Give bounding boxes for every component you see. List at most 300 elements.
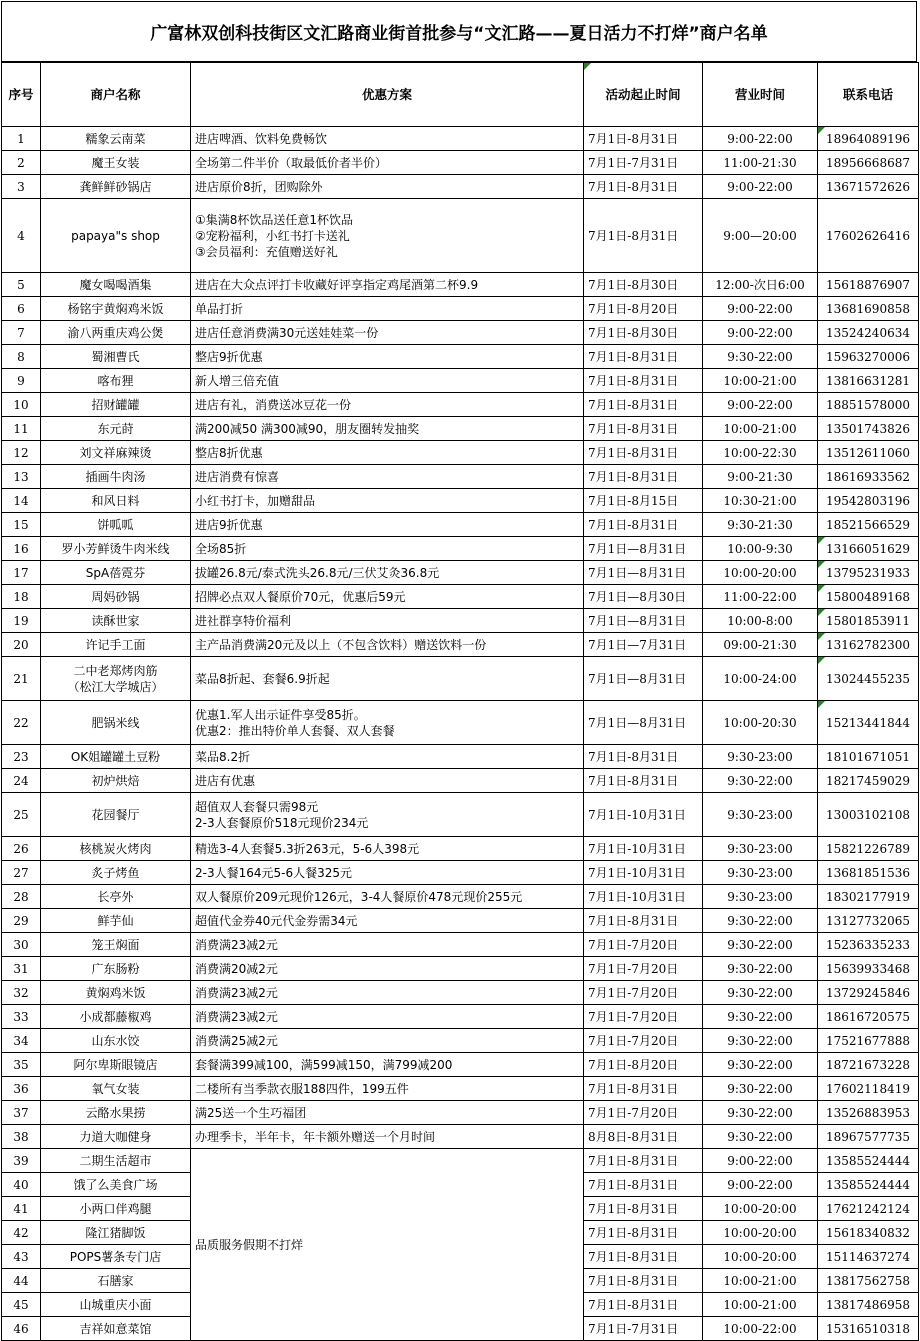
activity-period: 7月1日—8月31日 xyxy=(584,561,703,585)
merchant-name: 和风日料 xyxy=(41,489,191,513)
table-row xyxy=(2,441,919,465)
row-index: 17 xyxy=(2,561,41,585)
business-hours: 9:00-22:00 xyxy=(703,321,818,345)
activity-period: 7月1日—8月31日 xyxy=(584,609,703,633)
merchant-name: 花园餐厅 xyxy=(41,793,191,837)
header-period: 活动起止时间 xyxy=(584,63,703,127)
phone-number: 15800489168 xyxy=(818,585,919,609)
business-hours: 9:00—20:00 xyxy=(703,199,818,273)
table-body xyxy=(2,127,919,1341)
merchant-name: 笼王焖面 xyxy=(41,933,191,957)
row-index: 2 xyxy=(2,151,41,175)
offer-text: 消费满23减2元 xyxy=(191,933,584,957)
phone-number: 18721673228 xyxy=(818,1053,919,1077)
merchant-name: POPS薯条专门店 xyxy=(41,1245,191,1269)
offer-text: 主产品消费满20元及以上（不包含饮料）赠送饮料一份 xyxy=(191,633,584,657)
activity-period: 7月1日-10月31日 xyxy=(584,837,703,861)
table-row xyxy=(2,861,919,885)
table-row xyxy=(2,127,919,151)
table-row xyxy=(2,633,919,657)
offer-text: 消费满23减2元 xyxy=(191,981,584,1005)
phone-number: 17602626416 xyxy=(818,199,919,273)
row-index: 15 xyxy=(2,513,41,537)
row-index: 31 xyxy=(2,957,41,981)
business-hours: 10:00-20:00 xyxy=(703,1245,818,1269)
phone-number: 19542803196 xyxy=(818,489,919,513)
phone-number: 13024455235 xyxy=(818,657,919,701)
activity-period: 7月1日-8月31日 xyxy=(584,175,703,199)
phone-number: 13501743826 xyxy=(818,417,919,441)
row-index: 9 xyxy=(2,369,41,393)
merchant-name: SpA蓓霓芬 xyxy=(41,561,191,585)
phone-number: 13671572626 xyxy=(818,175,919,199)
offer-text: 套餐满399减100，满599减150，满799减200 xyxy=(191,1053,584,1077)
activity-period: 7月1日-8月31日 xyxy=(584,1173,703,1197)
business-hours: 09:00-21:30 xyxy=(703,633,818,657)
activity-period: 7月1日-8月20日 xyxy=(584,1053,703,1077)
merchant-name: 许记手工面 xyxy=(41,633,191,657)
phone-number: 13166051629 xyxy=(818,537,919,561)
row-index: 14 xyxy=(2,489,41,513)
header-index: 序号 xyxy=(2,63,41,127)
phone-number: 15639933468 xyxy=(818,957,919,981)
activity-period: 7月1日-8月31日 xyxy=(584,909,703,933)
phone-number: 13585524444 xyxy=(818,1173,919,1197)
row-index: 27 xyxy=(2,861,41,885)
offer-text: 进店啤酒、饮料免费畅饮 xyxy=(191,127,584,151)
business-hours: 9:30-22:00 xyxy=(703,957,818,981)
offer-text xyxy=(191,793,584,837)
merchant-name: 刘文祥麻辣烫 xyxy=(41,441,191,465)
header-merchant: 商户名称 xyxy=(41,63,191,127)
offer-text-line: ③会员福利：充值赠送好礼 xyxy=(195,244,338,259)
business-hours: 9:30-22:00 xyxy=(703,909,818,933)
phone-number: 15801853911 xyxy=(818,609,919,633)
table-row xyxy=(2,345,919,369)
offer-text: 整店8折优惠 xyxy=(191,441,584,465)
activity-period: 8月8日-8月31日 xyxy=(584,1125,703,1149)
activity-period: 7月1日-7月20日 xyxy=(584,957,703,981)
page-title: 广富林双创科技街区文汇路商业街首批参与“文汇路——夏日活力不打烊”商户名单 xyxy=(1,1,917,62)
merchant-name: 山城重庆小面 xyxy=(41,1293,191,1317)
activity-period: 7月1日-8月15日 xyxy=(584,489,703,513)
offer-text: 进社群享特价福利 xyxy=(191,609,584,633)
table-row xyxy=(2,1125,919,1149)
table-header-row xyxy=(2,63,919,127)
table-row xyxy=(2,701,919,745)
business-hours: 9:30-22:00 xyxy=(703,1029,818,1053)
activity-period: 7月1日-8月20日 xyxy=(584,297,703,321)
row-index: 12 xyxy=(2,441,41,465)
offer-text: 进店原价8折，团购除外 xyxy=(191,175,584,199)
phone-number: 15618876907 xyxy=(818,273,919,297)
activity-period: 7月1日-7月20日 xyxy=(584,1101,703,1125)
business-hours: 9:00-22:00 xyxy=(703,393,818,417)
merchant-name: 魔女喝喝酒集 xyxy=(41,273,191,297)
offer-text: 精选3-4人套餐5.3折263元，5-6人398元 xyxy=(191,837,584,861)
business-hours: 9:30-23:00 xyxy=(703,745,818,769)
phone-number: 18217459029 xyxy=(818,769,919,793)
activity-period: 7月1日—8月30日 xyxy=(584,585,703,609)
offer-text: 进店有优惠 xyxy=(191,769,584,793)
business-hours: 9:30-22:00 xyxy=(703,1125,818,1149)
business-hours: 10:00-9:30 xyxy=(703,537,818,561)
merchant-name: 长亭外 xyxy=(41,885,191,909)
phone-number: 13795231933 xyxy=(818,561,919,585)
merchant-name: 力道大咖健身 xyxy=(41,1125,191,1149)
table-row xyxy=(2,417,919,441)
offer-text: 菜品8折起、套餐6.9折起 xyxy=(191,657,584,701)
merchant-name: 广东肠粉 xyxy=(41,957,191,981)
row-index: 35 xyxy=(2,1053,41,1077)
merchant-name: 插画牛肉汤 xyxy=(41,465,191,489)
table-row xyxy=(2,369,919,393)
table-row xyxy=(2,561,919,585)
row-index: 5 xyxy=(2,273,41,297)
table-row xyxy=(2,769,919,793)
row-index: 46 xyxy=(2,1317,41,1341)
activity-period: 7月1日—8月31日 xyxy=(584,657,703,701)
row-index: 28 xyxy=(2,885,41,909)
business-hours: 10:00-8:00 xyxy=(703,609,818,633)
row-index: 3 xyxy=(2,175,41,199)
phone-number: 13681851536 xyxy=(818,861,919,885)
business-hours: 11:00-22:00 xyxy=(703,585,818,609)
merchant-name: 吉祥如意菜馆 xyxy=(41,1317,191,1341)
row-index: 18 xyxy=(2,585,41,609)
phone-number: 13817562758 xyxy=(818,1269,919,1293)
row-index: 1 xyxy=(2,127,41,151)
row-index: 29 xyxy=(2,909,41,933)
activity-period: 7月1日-8月31日 xyxy=(584,127,703,151)
merchant-name: 氧气女装 xyxy=(41,1077,191,1101)
phone-number: 13524240634 xyxy=(818,321,919,345)
table-row xyxy=(2,909,919,933)
row-index: 22 xyxy=(2,701,41,745)
header-offer: 优惠方案 xyxy=(191,63,584,127)
row-index: 36 xyxy=(2,1077,41,1101)
merchant-name: 读酥世家 xyxy=(41,609,191,633)
phone-number: 15236335233 xyxy=(818,933,919,957)
activity-period: 7月1日—8月31日 xyxy=(584,701,703,745)
offer-text-line: 优惠2：推出特价单人套餐、双人套餐 xyxy=(195,723,395,738)
activity-period: 7月1日-7月31日 xyxy=(584,1317,703,1341)
offer-text: 进店在大众点评打卡收藏好评享指定鸡尾酒第二杯9.9 xyxy=(191,273,584,297)
phone-number: 18956668687 xyxy=(818,151,919,175)
merchant-name: 隆江猪脚饭 xyxy=(41,1221,191,1245)
activity-period: 7月1日—8月31日 xyxy=(584,537,703,561)
shared-offer-text: 品质服务假期不打烊 xyxy=(191,1149,584,1341)
merchant-name: papaya"s shop xyxy=(41,199,191,273)
phone-number: 17521677888 xyxy=(818,1029,919,1053)
merchant-name: 山东水饺 xyxy=(41,1029,191,1053)
merchant-name: 杨铭宇黄焖鸡米饭 xyxy=(41,297,191,321)
activity-period: 7月1日-8月31日 xyxy=(584,1149,703,1173)
offer-text: 满25送一个生巧福团 xyxy=(191,1101,584,1125)
merchant-name: 小成都藤椒鸡 xyxy=(41,1005,191,1029)
phone-number: 15213441844 xyxy=(818,701,919,745)
offer-text: 招牌必点双人餐原价70元，优惠后59元 xyxy=(191,585,584,609)
business-hours: 10:00-21:00 xyxy=(703,369,818,393)
offer-text xyxy=(191,701,584,745)
merchant-name-line: （松江大学城店） xyxy=(67,679,164,694)
offer-text: 小红书打卡，加赠甜品 xyxy=(191,489,584,513)
row-index: 43 xyxy=(2,1245,41,1269)
row-index: 7 xyxy=(2,321,41,345)
activity-period: 7月1日-8月31日 xyxy=(584,417,703,441)
activity-period: 7月1日-8月30日 xyxy=(584,321,703,345)
merchant-name: 龚鲜鲜砂锅店 xyxy=(41,175,191,199)
phone-number: 15821226789 xyxy=(818,837,919,861)
row-index: 10 xyxy=(2,393,41,417)
offer-text: 消费满20减2元 xyxy=(191,957,584,981)
business-hours: 10:00-20:30 xyxy=(703,701,818,745)
activity-period: 7月1日-8月31日 xyxy=(584,199,703,273)
row-index: 25 xyxy=(2,793,41,837)
offer-text: 拔罐26.8元/泰式洗头26.8元/三伏艾灸36.8元 xyxy=(191,561,584,585)
merchant-name: 初炉烘焙 xyxy=(41,769,191,793)
row-index: 41 xyxy=(2,1197,41,1221)
business-hours: 9:00-22:00 xyxy=(703,1149,818,1173)
business-hours: 10:00-21:00 xyxy=(703,1293,818,1317)
header-phone: 联系电话 xyxy=(818,63,919,127)
merchant-name: 阿尔卑斯眼镜店 xyxy=(41,1053,191,1077)
table-row xyxy=(2,585,919,609)
merchant-name: 二期生活超市 xyxy=(41,1149,191,1173)
table-row xyxy=(2,885,919,909)
row-index: 13 xyxy=(2,465,41,489)
merchant-name: 周妈砂锅 xyxy=(41,585,191,609)
offer-text-line: 超值双人套餐只需98元 xyxy=(195,799,319,814)
row-index: 26 xyxy=(2,837,41,861)
offer-text: 消费满25减2元 xyxy=(191,1029,584,1053)
table-row xyxy=(2,297,919,321)
activity-period: 7月1日-10月31日 xyxy=(584,793,703,837)
business-hours: 9:00-22:00 xyxy=(703,1173,818,1197)
table-row xyxy=(2,321,919,345)
merchant-name: 黄焖鸡米饭 xyxy=(41,981,191,1005)
table-row xyxy=(2,1029,919,1053)
activity-period: 7月1日-8月31日 xyxy=(584,769,703,793)
phone-number: 18616933562 xyxy=(818,465,919,489)
merchant-name: OK姐罐罐土豆粉 xyxy=(41,745,191,769)
offer-text: 全场85折 xyxy=(191,537,584,561)
table-row xyxy=(2,745,919,769)
activity-period: 7月1日-8月31日 xyxy=(584,441,703,465)
activity-period: 7月1日-10月31日 xyxy=(584,885,703,909)
merchant-name: 喀布狸 xyxy=(41,369,191,393)
activity-period: 7月1日-8月31日 xyxy=(584,513,703,537)
phone-number: 15114637274 xyxy=(818,1245,919,1269)
row-index: 33 xyxy=(2,1005,41,1029)
table-row xyxy=(2,1149,919,1173)
table-row xyxy=(2,657,919,701)
phone-number: 13003102108 xyxy=(818,793,919,837)
row-index: 30 xyxy=(2,933,41,957)
phone-number: 18964089196 xyxy=(818,127,919,151)
offer-text: 消费满23减2元 xyxy=(191,1005,584,1029)
merchant-name: 招财罐罐 xyxy=(41,393,191,417)
activity-period: 7月1日-8月31日 xyxy=(584,465,703,489)
row-index: 23 xyxy=(2,745,41,769)
header-hours: 营业时间 xyxy=(703,63,818,127)
offer-text: 双人餐原价209元现价126元，3-4人餐原价478元现价255元 xyxy=(191,885,584,909)
table-row xyxy=(2,537,919,561)
activity-period: 7月1日-7月31日 xyxy=(584,151,703,175)
table-row xyxy=(2,1005,919,1029)
offer-text-line: ②宠粉福利，小红书打卡送礼 xyxy=(195,228,350,243)
activity-period: 7月1日-7月20日 xyxy=(584,933,703,957)
offer-text: 菜品8.2折 xyxy=(191,745,584,769)
business-hours: 10:00-20:00 xyxy=(703,561,818,585)
phone-number: 13681690858 xyxy=(818,297,919,321)
phone-number: 13162782300 xyxy=(818,633,919,657)
table-row xyxy=(2,465,919,489)
offer-text: 进店有礼，消费送冰豆花一份 xyxy=(191,393,584,417)
business-hours: 10:00-22:00 xyxy=(703,1317,818,1341)
activity-period: 7月1日-10月31日 xyxy=(584,861,703,885)
row-index: 21 xyxy=(2,657,41,701)
row-index: 6 xyxy=(2,297,41,321)
business-hours: 9:30-23:00 xyxy=(703,885,818,909)
activity-period: 7月1日-7月20日 xyxy=(584,981,703,1005)
activity-period: 7月1日-8月31日 xyxy=(584,745,703,769)
merchant-name: 饼呱呱 xyxy=(41,513,191,537)
activity-period: 7月1日—7月31日 xyxy=(584,633,703,657)
offer-text: 二楼所有当季款衣服188四件，199五件 xyxy=(191,1077,584,1101)
offer-text: 单品打折 xyxy=(191,297,584,321)
merchant-name: 石膳家 xyxy=(41,1269,191,1293)
activity-period: 7月1日-8月31日 xyxy=(584,1197,703,1221)
row-index: 40 xyxy=(2,1173,41,1197)
business-hours: 10:00-20:00 xyxy=(703,1197,818,1221)
phone-number: 15316510318 xyxy=(818,1317,919,1341)
phone-number: 18851578000 xyxy=(818,393,919,417)
table-row xyxy=(2,273,919,297)
merchant-name: 云酪水果捞 xyxy=(41,1101,191,1125)
row-index: 39 xyxy=(2,1149,41,1173)
merchant-name: 罗小芳鲜烫牛肉米线 xyxy=(41,537,191,561)
offer-text: 超值代金券40元代金券需34元 xyxy=(191,909,584,933)
table-row xyxy=(2,199,919,273)
activity-period: 7月1日-8月31日 xyxy=(584,1221,703,1245)
phone-number: 18521566529 xyxy=(818,513,919,537)
merchant-name: 核桃炭火烤肉 xyxy=(41,837,191,861)
business-hours: 10:00-24:00 xyxy=(703,657,818,701)
merchant-name: 饿了么美食广场 xyxy=(41,1173,191,1197)
offer-text: 进店9折优惠 xyxy=(191,513,584,537)
offer-text: 进店任意消费满30元送娃娃菜一份 xyxy=(191,321,584,345)
activity-period: 7月1日-8月31日 xyxy=(584,1245,703,1269)
activity-period: 7月1日-7月20日 xyxy=(584,1005,703,1029)
row-index: 4 xyxy=(2,199,41,273)
table-row xyxy=(2,609,919,633)
row-index: 16 xyxy=(2,537,41,561)
phone-number: 18967577735 xyxy=(818,1125,919,1149)
row-index: 44 xyxy=(2,1269,41,1293)
row-index: 20 xyxy=(2,633,41,657)
merchant-table xyxy=(1,62,919,1341)
table-row xyxy=(2,1053,919,1077)
business-hours: 9:00-22:00 xyxy=(703,297,818,321)
business-hours: 9:30-22:00 xyxy=(703,1005,818,1029)
phone-number: 17621242124 xyxy=(818,1197,919,1221)
table-row xyxy=(2,393,919,417)
table-row xyxy=(2,793,919,837)
activity-period: 7月1日-8月31日 xyxy=(584,1269,703,1293)
merchant-name: 肥锅米线 xyxy=(41,701,191,745)
row-index: 37 xyxy=(2,1101,41,1125)
merchant-name: 炙子烤鱼 xyxy=(41,861,191,885)
merchant-name: 东元莳 xyxy=(41,417,191,441)
business-hours: 10:00-22:30 xyxy=(703,441,818,465)
business-hours: 11:00-21:30 xyxy=(703,151,818,175)
table-row xyxy=(2,837,919,861)
merchant-name: 渝八两重庆鸡公煲 xyxy=(41,321,191,345)
phone-number: 17602118419 xyxy=(818,1077,919,1101)
business-hours: 9:30-22:00 xyxy=(703,1077,818,1101)
table-row xyxy=(2,175,919,199)
row-index: 45 xyxy=(2,1293,41,1317)
phone-number: 15963270006 xyxy=(818,345,919,369)
phone-number: 18616720575 xyxy=(818,1005,919,1029)
business-hours: 10:00-21:00 xyxy=(703,1269,818,1293)
activity-period: 7月1日-8月31日 xyxy=(584,345,703,369)
phone-number: 18101671051 xyxy=(818,745,919,769)
merchant-name: 鲜芋仙 xyxy=(41,909,191,933)
phone-number: 13512611060 xyxy=(818,441,919,465)
business-hours: 9:00-22:00 xyxy=(703,127,818,151)
table-row xyxy=(2,933,919,957)
phone-number: 13816631281 xyxy=(818,369,919,393)
row-index: 11 xyxy=(2,417,41,441)
business-hours: 9:30-22:00 xyxy=(703,1053,818,1077)
row-index: 42 xyxy=(2,1221,41,1245)
offer-text xyxy=(191,199,584,273)
business-hours: 9:30-22:00 xyxy=(703,769,818,793)
merchant-name: 蜀湘曹氏 xyxy=(41,345,191,369)
business-hours: 10:00-20:00 xyxy=(703,1221,818,1245)
merchant-name xyxy=(41,657,191,701)
row-index: 24 xyxy=(2,769,41,793)
offer-text: 整店9折优惠 xyxy=(191,345,584,369)
offer-text: 满200减50 满300减90，朋友圈转发抽奖 xyxy=(191,417,584,441)
phone-number: 13526883953 xyxy=(818,1101,919,1125)
business-hours: 9:00-22:00 xyxy=(703,175,818,199)
merchant-name: 魔王女装 xyxy=(41,151,191,175)
activity-period: 7月1日-7月20日 xyxy=(584,1029,703,1053)
business-hours: 9:00-21:30 xyxy=(703,465,818,489)
offer-text: 进店消费有惊喜 xyxy=(191,465,584,489)
activity-period: 7月1日-8月31日 xyxy=(584,1293,703,1317)
table-row xyxy=(2,489,919,513)
offer-text-line: 优惠1.军人出示证件享受85折。 xyxy=(195,707,366,722)
business-hours: 10:30-21:00 xyxy=(703,489,818,513)
row-index: 8 xyxy=(2,345,41,369)
table-row xyxy=(2,957,919,981)
table-row xyxy=(2,513,919,537)
phone-number: 13585524444 xyxy=(818,1149,919,1173)
business-hours: 9:30-22:00 xyxy=(703,981,818,1005)
activity-period: 7月1日-8月31日 xyxy=(584,1077,703,1101)
activity-period: 7月1日-8月30日 xyxy=(584,273,703,297)
row-index: 34 xyxy=(2,1029,41,1053)
merchant-name: 糯象云南菜 xyxy=(41,127,191,151)
business-hours: 12:00-次日6:00 xyxy=(703,273,818,297)
table-row xyxy=(2,1101,919,1125)
phone-number: 15618340832 xyxy=(818,1221,919,1245)
business-hours: 9:30-21:30 xyxy=(703,513,818,537)
